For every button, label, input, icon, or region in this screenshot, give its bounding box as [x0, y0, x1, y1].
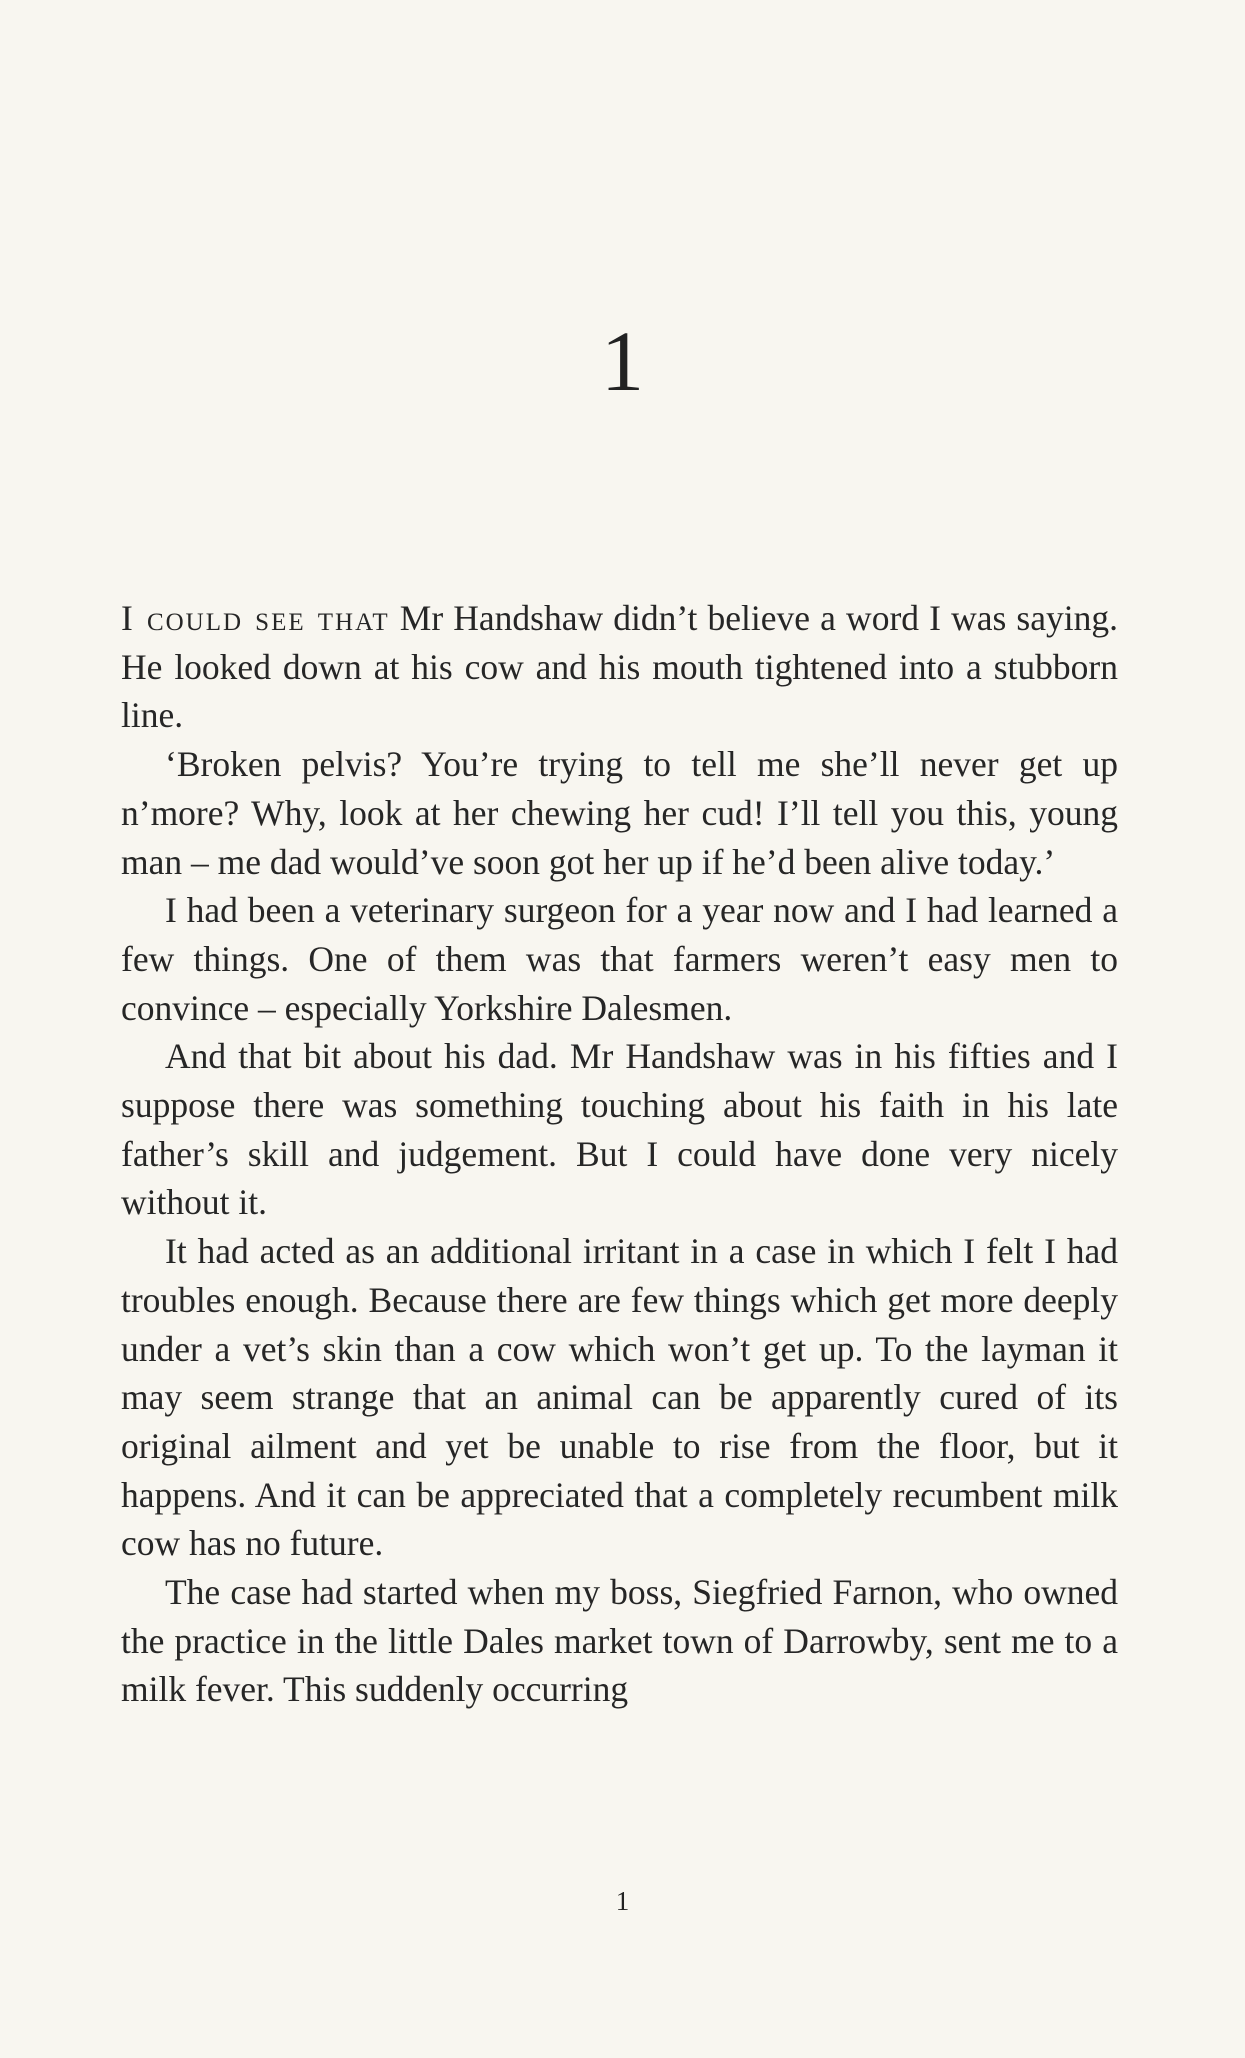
body-text	[121, 594, 1118, 1714]
paragraph-5: It had acted as an additional irritant in a case in which I felt I had troubles enough. Because there are few things which get more deeply under a vet’s skin than a cow which won’t get up. To the layman it may seem strange that an animal can be apparently cured of its original ailment and yet be unable to rise from the floor, but it happens. And it can be appreciated that a completely recumbent milk cow has no future.	[121, 1231, 1118, 1564]
paragraph-4: And that bit about his dad. Mr Handshaw was in his fifties and I suppose there was something touching about his faith in his late father’s skill and judgement. But I could have done very nicely without it.	[121, 1036, 1118, 1223]
chapter-number: 1	[601, 313, 644, 409]
opening-small-caps: I could see that	[121, 598, 390, 638]
paragraph-2: ‘Broken pelvis? You’re trying to tell me she’ll never get up n’more? Why, look at her chewing her cud! I’ll tell you this, young man – me dad would’ve soon got her up if he’d been alive today.’	[121, 744, 1118, 882]
paragraph-1-text: Mr Handshaw didn’t believe a word I was saying. He looked down at his cow and his mouth tightened into a stubborn line.	[121, 598, 1118, 736]
paragraph-1	[121, 594, 1118, 740]
page-number: 1	[615, 1886, 630, 1916]
paragraph-3: I had been a veterinary surgeon for a year now and I had learned a few things. One of them was that farmers weren’t easy men to convince – especially Yorkshire Dalesmen.	[121, 890, 1118, 1028]
paragraph-6: The case had started when my boss, Siegfried Farnon, who owned the practice in the little Dales market town of Darrowby, sent me to a milk fever. This suddenly occurring	[121, 1572, 1118, 1710]
